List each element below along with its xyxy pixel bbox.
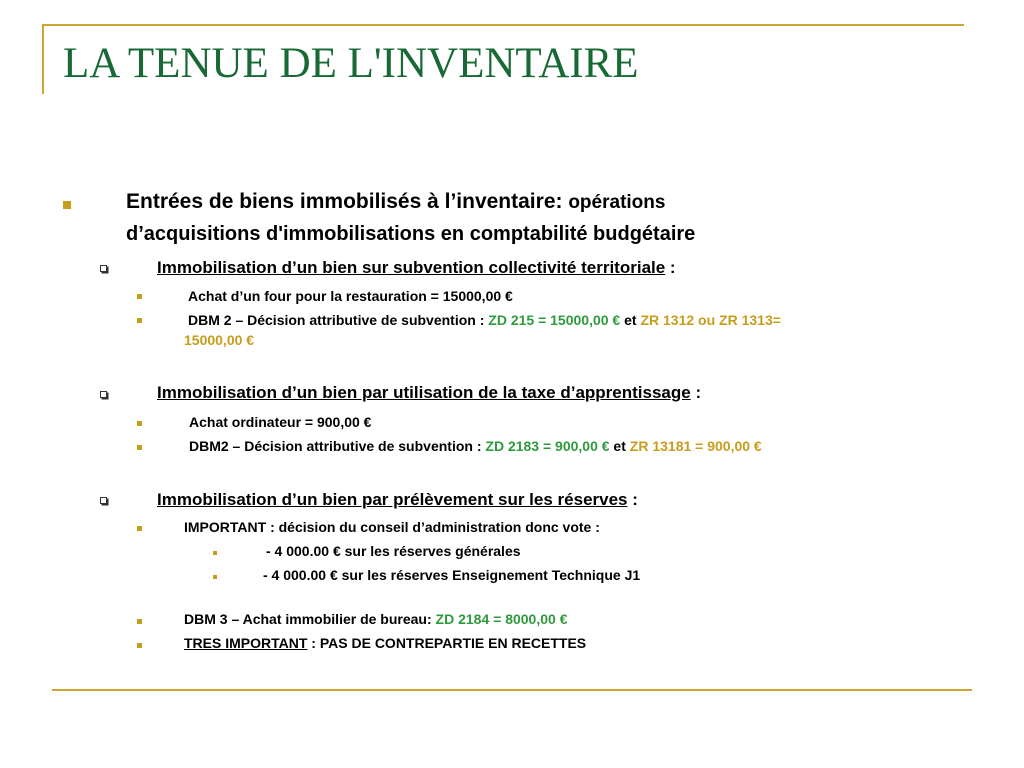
section2-item2-et: et <box>609 438 630 454</box>
section2-item2-text: DBM2 – Décision attributive de subvention : <box>189 438 486 454</box>
title-frame-vertical-rule <box>42 24 44 94</box>
square-bullet-icon <box>137 526 142 531</box>
hollow-square-bullet-icon <box>100 497 107 504</box>
square-bullet-icon <box>137 619 142 624</box>
section3-sub2: - 4 000.00 € sur les réserves Enseignement Technique J1 <box>263 567 641 583</box>
section3-heading <box>157 489 638 511</box>
section3-dbm3 <box>184 609 567 629</box>
square-bullet-icon <box>137 318 142 323</box>
section3-tres-important-text: : PAS DE CONTREPARTIE EN RECETTES <box>307 635 587 651</box>
section2-heading-colon: : <box>690 383 702 402</box>
hollow-square-bullet-icon <box>100 391 107 398</box>
section2-item1: Achat ordinateur = 900,00 € <box>189 414 372 430</box>
section1-heading <box>157 257 676 279</box>
section3-important-label: IMPORTANT <box>184 519 267 535</box>
section2-item2-zr: ZR 13181 = 900,00 € <box>629 438 762 454</box>
main-bullet-label: Entrées de biens immobilisés à l’inventaire: <box>126 190 569 213</box>
square-bullet-icon <box>63 201 71 209</box>
section3-tres-important-label: TRES IMPORTANT <box>184 635 308 651</box>
small-square-bullet-icon <box>213 551 217 555</box>
section3-important <box>184 517 600 537</box>
square-bullet-icon <box>137 643 142 648</box>
small-square-bullet-icon <box>213 575 217 579</box>
section2-heading-text: Immobilisation d’un bien par utilisation de la taxe d’apprentissage <box>157 383 691 402</box>
square-bullet-icon <box>137 445 142 450</box>
hollow-square-bullet-icon <box>100 265 107 272</box>
section1-heading-text: Immobilisation d’un bien sur subvention collectivité territoriale <box>157 258 666 277</box>
footer-rule <box>52 689 972 691</box>
section3-heading-text: Immobilisation d’un bien par prélèvement sur les réserves <box>157 490 628 509</box>
square-bullet-icon <box>137 421 142 426</box>
section1-item1: Achat d’un four pour la restauration = 15000,00 € <box>188 288 513 304</box>
section3-sub1: - 4 000.00 € sur les réserves générales <box>266 543 521 559</box>
section1-item2-zr-continued: 15000,00 € <box>184 332 255 348</box>
section2-heading <box>157 382 701 404</box>
section1-heading-colon: : <box>665 258 676 277</box>
title-frame-top-rule <box>42 24 964 26</box>
section3-important-text: : décision du conseil d’administration donc vote : <box>266 519 600 535</box>
section1-item2 <box>188 310 781 330</box>
section3-heading-colon: : <box>627 490 638 509</box>
section1-item2-text: DBM 2 – Décision attributive de subvention : <box>188 312 489 328</box>
section2-item2 <box>189 436 762 456</box>
square-bullet-icon <box>137 294 142 299</box>
section2-item2-zd: ZD 2183 = 900,00 € <box>485 438 610 454</box>
section1-item2-et: et <box>620 312 641 328</box>
slide-title: LA TENUE DE L'INVENTAIRE <box>63 40 639 87</box>
main-bullet-line2: d’acquisitions d'immobilisations en comptabilité budgétaire <box>126 223 696 245</box>
main-bullet-label-operations: opérations <box>568 192 666 213</box>
section3-tres-important <box>184 633 586 653</box>
main-bullet-line1 <box>126 186 665 218</box>
section3-dbm3-text: – Achat immobilier de bureau: <box>227 611 436 627</box>
section1-item2-zd: ZD 215 = 15000,00 € <box>488 312 621 328</box>
section1-item2-zr: ZR 1312 ou ZR 1313= <box>640 312 781 328</box>
section3-dbm3-zd: ZD 2184 = 8000,00 € <box>435 611 568 627</box>
section3-dbm3-label: DBM 3 <box>184 611 228 627</box>
